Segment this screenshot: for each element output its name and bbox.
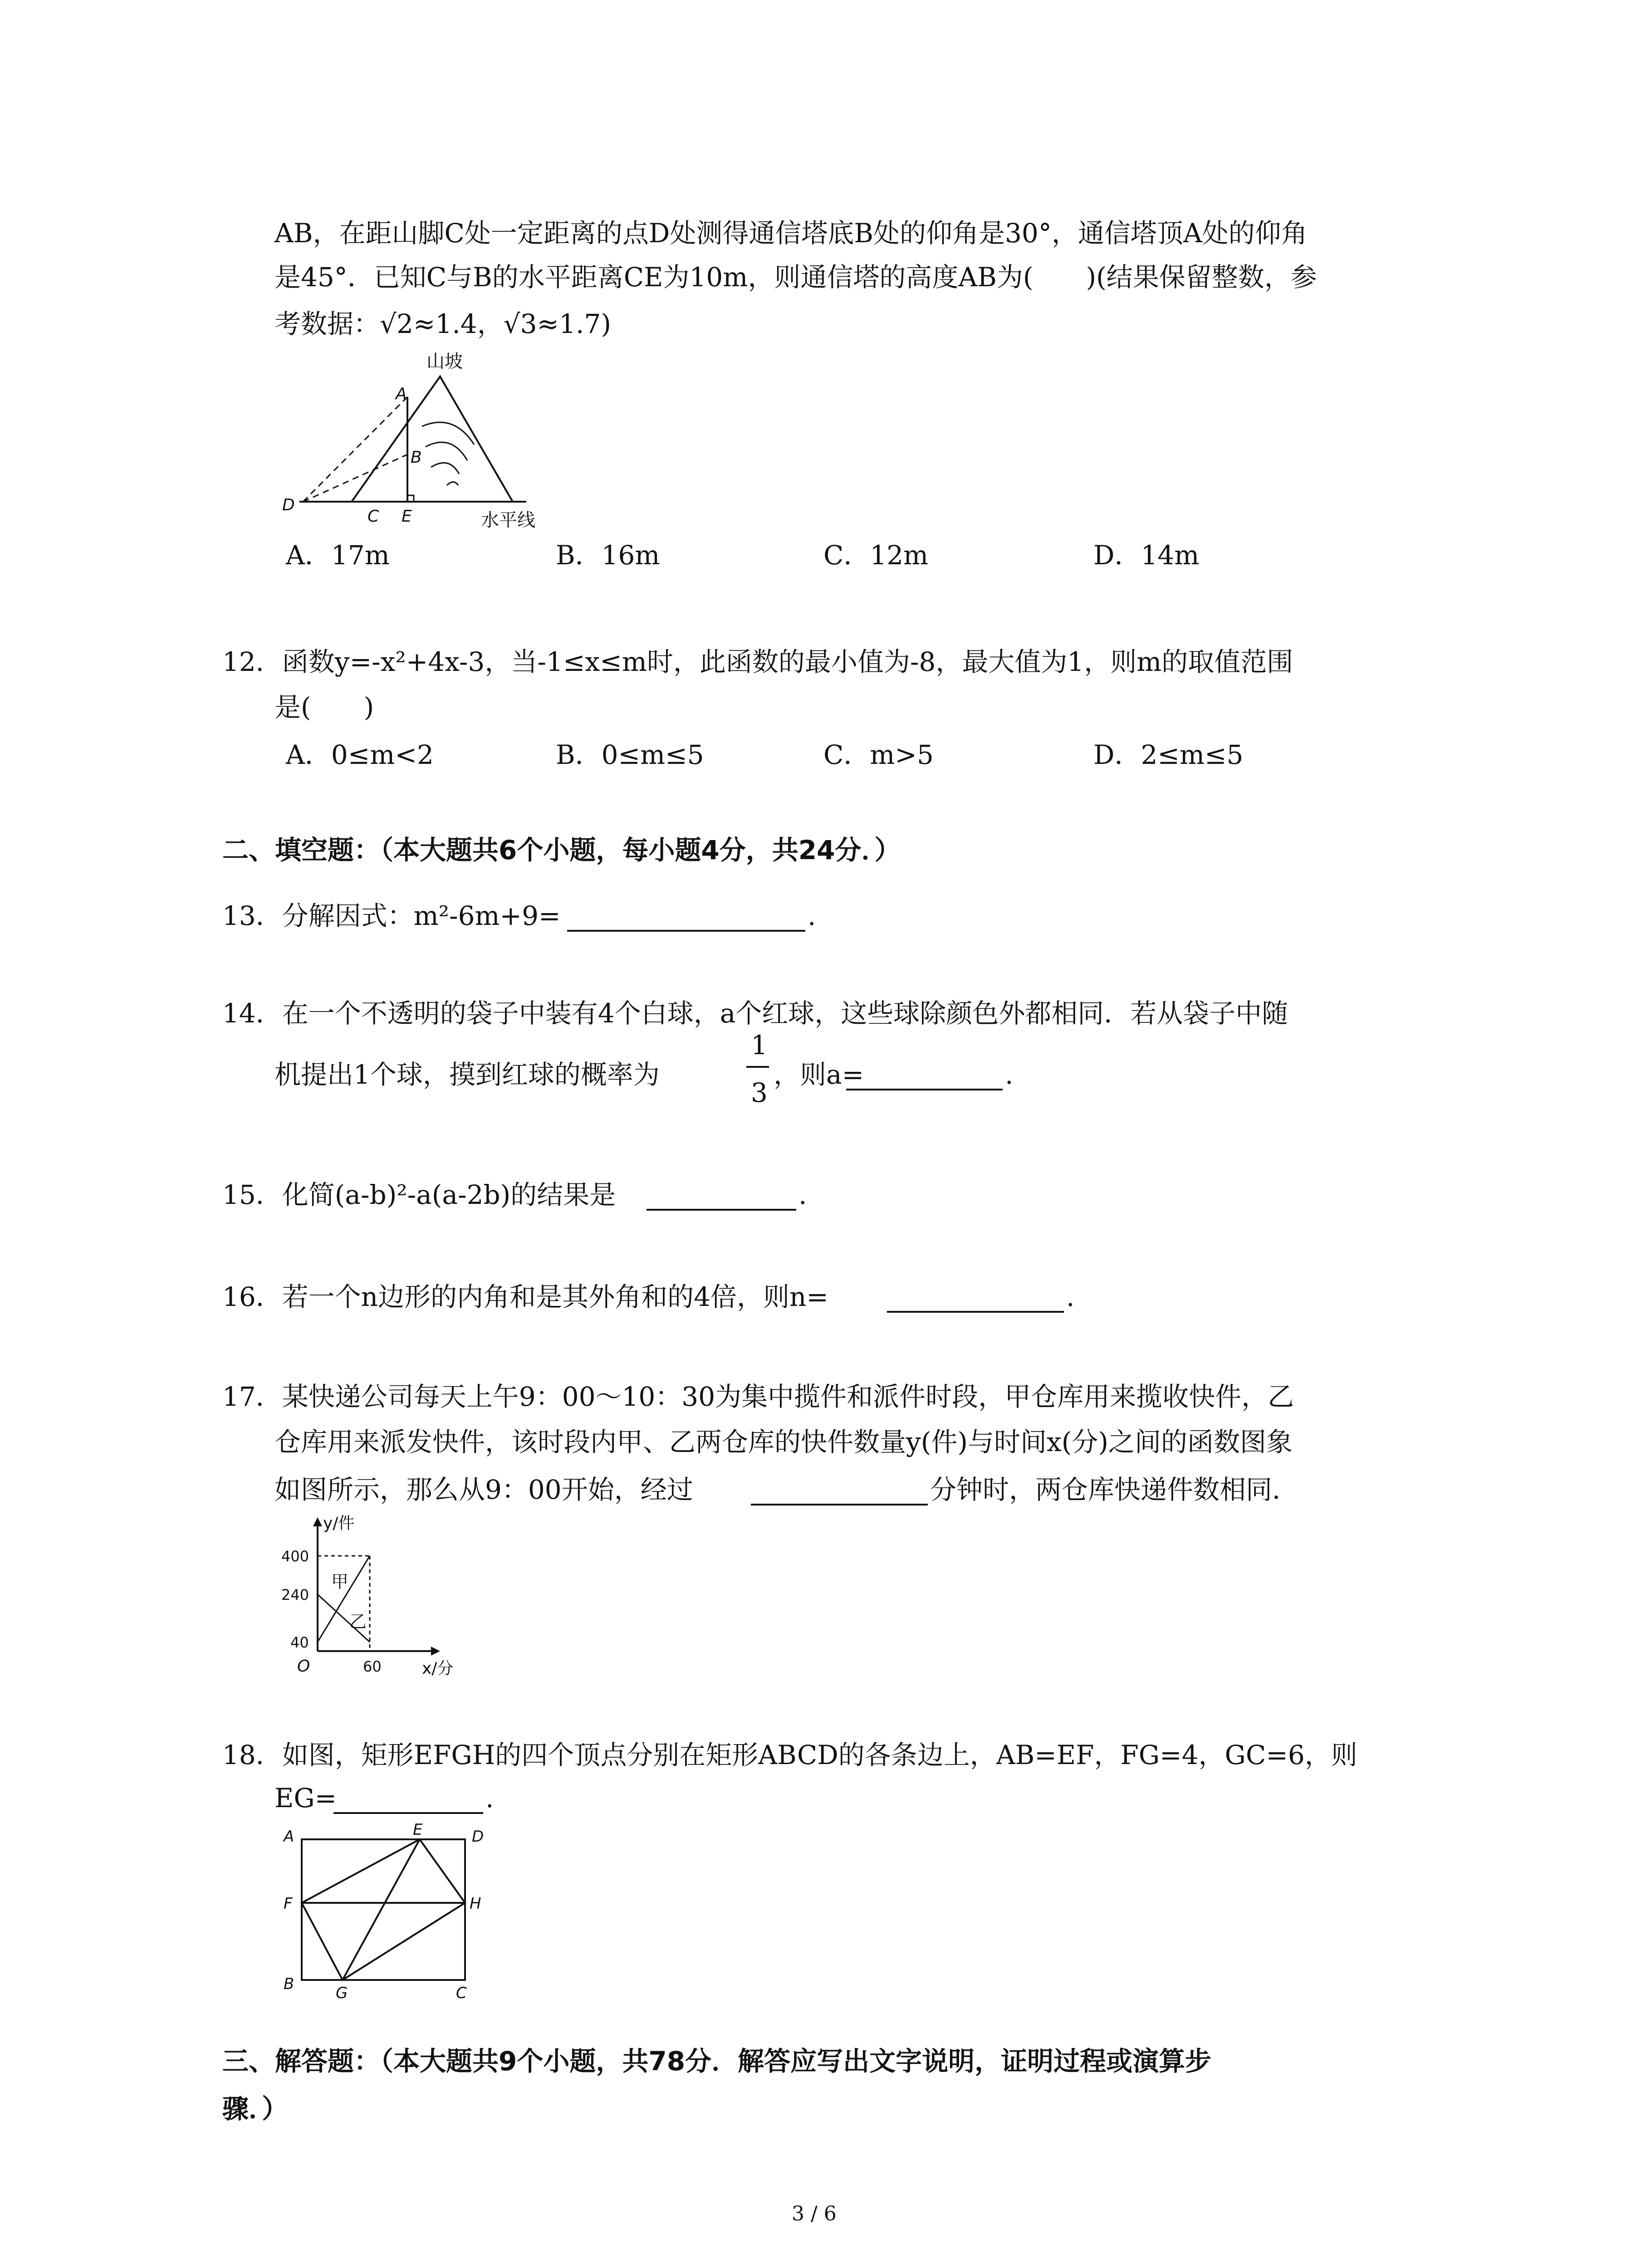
page-number: 3 / 6 — [792, 2202, 837, 2225]
q15-text: 15．化简(a-b)²-a(a-2b)的结果是 — [222, 1179, 616, 1210]
q18-label-f: F — [284, 1895, 293, 1913]
q15-answer-blank[interactable] — [647, 1209, 796, 1211]
q13-text: 13．分解因式：m²-6m+9= — [222, 900, 561, 931]
q18-rectangle-figure — [272, 1819, 508, 2005]
q12-line1: 12．函数y=-x²+4x-3，当-1≤x≤m时，此函数的最小值为-8，最大值为1，则m的取值范围 — [222, 646, 1293, 677]
q18-answer-blank[interactable] — [333, 1812, 483, 1814]
q16-text: 16．若一个n边形的内角和是其外角和的4倍，则n= — [222, 1281, 829, 1312]
q17-ytick-400: 400 — [281, 1548, 309, 1565]
q18-label-g: G — [336, 1984, 348, 2002]
q11-label-horizontal: 水平线 — [481, 510, 535, 531]
q17-function-graph — [272, 1510, 454, 1687]
q14-frac-bar — [746, 1066, 769, 1068]
q17-y-axis-label: y/件 — [323, 1514, 355, 1533]
q11-label-slope: 山坡 — [426, 351, 463, 372]
section2-heading: 二、填空题：（本大题共6个小题，每小题4分，共24分．） — [222, 835, 901, 865]
q11-label-c: C — [367, 507, 379, 526]
q11-mountain-figure — [272, 349, 572, 540]
q11-label-b: B — [411, 448, 422, 467]
q14-line2a: 机提出1个球，摸到红球的概率为 — [274, 1059, 660, 1090]
q18-label-b: B — [284, 1975, 294, 1993]
q18-label-a: A — [284, 1828, 294, 1846]
q11-line3: 考数据：√2≈1.4，√3≈1.7) — [274, 308, 612, 339]
q17-xtick-60: 60 — [363, 1658, 382, 1675]
q16-period: . — [1066, 1281, 1075, 1312]
q17-line3b: 分钟时，两仓库快递件数相同． — [930, 1474, 1299, 1505]
section3-heading-line1: 三、解答题：（本大题共9个小题，共78分．解答应写出文字说明，证明过程或演算步 — [222, 2046, 1212, 2077]
q11-line1: AB，在距山脚C处一定距离的点D处测得通信塔底B处的仰角是30°，通信塔顶A处的仰角 — [274, 218, 1308, 249]
q11-label-a: A — [396, 385, 407, 403]
q11-option-c: C．12m — [823, 540, 929, 571]
q15-period: . — [798, 1179, 807, 1210]
q18-label-d: D — [472, 1828, 484, 1846]
q18-label-h: H — [470, 1895, 481, 1913]
q17-ytick-40: 40 — [290, 1634, 309, 1651]
q14-line1: 14．在一个不透明的袋子中装有4个白球，a个红球，这些球除颜色外都相同．若从袋子中随 — [222, 998, 1288, 1029]
q17-series-jia: 甲 — [331, 1572, 349, 1592]
q18-label-c: C — [456, 1984, 467, 2002]
q18-line2: EG= — [274, 1783, 337, 1813]
q11-label-e: E — [402, 507, 412, 526]
q13-period: . — [808, 900, 816, 931]
q11-option-a: A．17m — [286, 540, 390, 571]
q12-option-d: D．2≤m≤5 — [1093, 739, 1244, 770]
q16-answer-blank[interactable] — [887, 1311, 1064, 1313]
q18-line1: 18．如图，矩形EFGH的四个顶点分别在矩形ABCD的各条边上，AB=EF，FG=4，GC=6，则 — [222, 1740, 1357, 1770]
q17-x-axis-label: x/分 — [422, 1659, 454, 1678]
q17-line2: 仓库用来派发快件，该时段内甲、乙两仓库的快件数量y(件)与时间x(分)之间的函数图象 — [274, 1427, 1293, 1457]
q14-frac-num: 1 — [751, 1030, 768, 1061]
q17-ytick-240: 240 — [281, 1586, 309, 1603]
q18-label-e: E — [413, 1821, 423, 1839]
q17-line3a: 如图所示，那么从9：00开始，经过 — [274, 1474, 693, 1505]
q14-line2b: ，则a= — [774, 1059, 864, 1090]
q12-option-c: C．m>5 — [823, 739, 934, 770]
q11-option-d: D．14m — [1093, 540, 1200, 571]
q17-origin: O — [297, 1657, 310, 1676]
q11-line2: 是45°．已知C与B的水平距离CE为10m，则通信塔的高度AB为( )(结果保留整数，参 — [274, 262, 1317, 293]
q12-option-a: A．0≤m<2 — [286, 739, 434, 770]
q14-frac-den: 3 — [751, 1077, 768, 1108]
q12-line2: 是( ) — [274, 692, 374, 723]
q18-period: . — [485, 1783, 494, 1813]
q12-option-b: B．0≤m≤5 — [556, 739, 704, 770]
section3-heading-line2: 骤．） — [222, 2093, 289, 2124]
q17-series-yi: 乙 — [349, 1612, 367, 1632]
q13-answer-blank[interactable] — [567, 930, 805, 932]
q11-option-b: B．16m — [556, 540, 660, 571]
q14-period: . — [1005, 1059, 1014, 1090]
q11-label-d: D — [282, 496, 295, 514]
q17-line1: 17．某快递公司每天上午9：00～10：30为集中揽件和派件时段，甲仓库用来揽收快件，乙 — [222, 1381, 1294, 1412]
q17-answer-blank[interactable] — [751, 1504, 928, 1505]
q14-answer-blank[interactable] — [846, 1089, 1003, 1090]
